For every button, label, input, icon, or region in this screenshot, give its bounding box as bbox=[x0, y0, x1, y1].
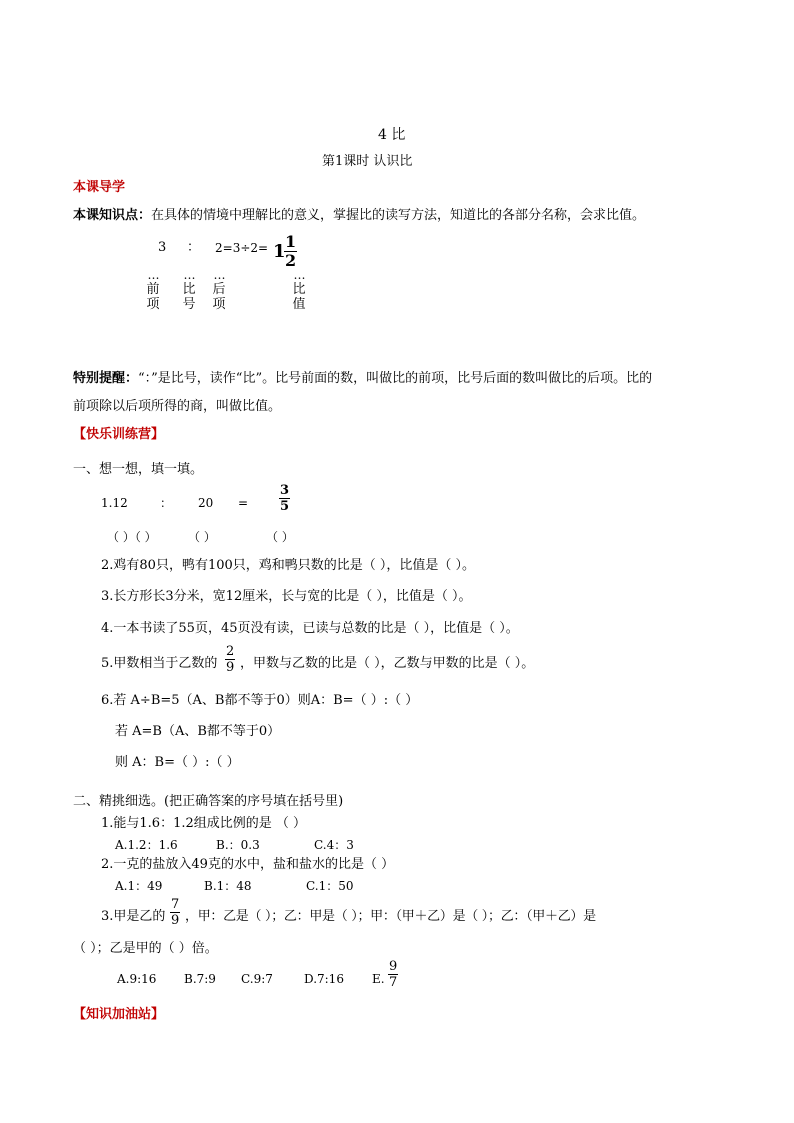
s1-q5-post: ，甲数与乙数的比是（ ），乙数与甲数的比是（ ）。 bbox=[240, 656, 535, 671]
s1-q1-blank-2[interactable]: （ ） bbox=[188, 530, 216, 544]
station-title: 【知识加油站】 bbox=[73, 1007, 165, 1022]
s1-q3: 3.长方形长3分米，宽12厘米，长与宽的比是（ ），比值是（ ）。 bbox=[101, 589, 472, 604]
s1-q6-b: 若 A=B（A、B都不等于0） bbox=[115, 724, 281, 739]
chapter-title: 4 比 bbox=[378, 127, 406, 143]
s1-q5-fraction bbox=[225, 645, 235, 674]
section1-title: 一、想一想，填一填。 bbox=[73, 462, 204, 477]
s2-q3-opt-b: B.7:9 bbox=[184, 972, 216, 986]
s2-q1-opt-a: A.1.2：1.6 bbox=[115, 838, 178, 852]
lesson-title: 第1课时 认识比 bbox=[322, 154, 413, 169]
s2-q3-denominator: 9 bbox=[171, 913, 180, 928]
diagram-value-whole: 1 bbox=[273, 241, 286, 262]
label-char: 比 bbox=[292, 282, 306, 298]
s1-q1-colon: ： bbox=[160, 496, 173, 510]
s2-q2: 2.一克的盐放入49克的水中，盐和盐水的比是（ ） bbox=[101, 857, 395, 872]
diagram-term1: 3 bbox=[158, 240, 167, 255]
knowledge-label: 本课知识点： bbox=[73, 208, 152, 223]
s2-q3-pre: 3.甲是乙的 bbox=[101, 909, 166, 924]
camp-title: 【快乐训练营】 bbox=[73, 427, 165, 442]
s2-q3-opt-e-numerator: 9 bbox=[389, 959, 398, 974]
knowledge-text: 在具体的情境中理解比的意义，掌握比的读写方法，知道比的各部分名称，会求比值。 bbox=[151, 208, 646, 223]
s1-q1-fraction bbox=[279, 484, 290, 513]
diagram-expression: 2=3÷2= bbox=[215, 241, 269, 255]
label-ratio-sign bbox=[181, 268, 197, 313]
dots: … bbox=[293, 268, 305, 282]
label-ratio-value bbox=[291, 268, 307, 313]
s2-q1-opt-c: C.4：3 bbox=[314, 838, 354, 852]
knowledge-line bbox=[73, 208, 645, 224]
s1-q1-blank-3[interactable]: （ ） bbox=[266, 530, 294, 544]
diagram-colon: ： bbox=[187, 240, 201, 255]
s1-q1-b: 20 bbox=[198, 496, 214, 510]
s1-q1-a: 1.12 bbox=[101, 496, 128, 510]
s1-q1-eq: = bbox=[238, 496, 249, 510]
s1-q2: 2.鸡有80只，鸭有100只，鸡和鸭只数的比是（ ），比值是（ ）。 bbox=[101, 558, 476, 573]
label-char: 比 bbox=[182, 282, 196, 298]
reminder-label: 特别提醒： bbox=[73, 371, 139, 386]
s2-q2-opt-a: A.1：49 bbox=[115, 879, 163, 893]
diagram-value-numerator: 1 bbox=[285, 232, 297, 251]
s1-q1-blank-1[interactable]: （ ）（ ） bbox=[107, 530, 157, 544]
s2-q2-opt-c: C.1：50 bbox=[306, 879, 354, 893]
label-char: 项 bbox=[146, 297, 160, 313]
s1-q6-c: 则 A：B=（ ）:（ ） bbox=[115, 755, 240, 770]
label-char: 号 bbox=[182, 297, 196, 313]
s1-q5-numerator: 2 bbox=[226, 644, 235, 659]
dots: … bbox=[183, 268, 195, 282]
s1-q5-pre: 5.甲数相当于乙数的 bbox=[101, 656, 218, 671]
label-front-term bbox=[145, 268, 161, 313]
s1-q1-denominator: 5 bbox=[280, 499, 290, 514]
s2-q2-opt-b: B.1：48 bbox=[204, 879, 252, 893]
s2-q3-post: ，甲：乙是（ ）；乙：甲是（ ）；甲：（甲＋乙）是（ ）；乙：（甲＋乙）是 bbox=[185, 909, 596, 924]
s1-q5-denominator: 9 bbox=[226, 660, 235, 675]
reminder-text-2: 前项除以后项所得的商，叫做比值。 bbox=[73, 399, 282, 414]
diagram-value-fraction bbox=[284, 234, 297, 269]
s2-q3-line2: （ ）；乙是甲的（ ）倍。 bbox=[73, 941, 218, 956]
label-char: 前 bbox=[146, 282, 160, 298]
s2-q3-opt-d: D.7:16 bbox=[304, 972, 344, 986]
label-back-term bbox=[211, 268, 227, 313]
s1-q6-a: 6.若 A÷B=5（A、B都不等于0）则A：B=（ ）:（ ） bbox=[101, 693, 419, 708]
diagram-value-denominator: 2 bbox=[285, 251, 297, 270]
s1-q4: 4.一本书读了55页，45页没有读，已读与总数的比是（ ），比值是（ ）。 bbox=[101, 621, 519, 636]
s2-q3-opt-e: E. bbox=[372, 972, 385, 986]
s2-q3-opt-a: A.9:16 bbox=[117, 972, 157, 986]
guide-title: 本课导学 bbox=[73, 180, 126, 195]
dots: … bbox=[213, 268, 225, 282]
s2-q3-opt-c: C.9:7 bbox=[241, 972, 273, 986]
s2-q3-opt-e-fraction bbox=[388, 960, 398, 989]
s2-q1-opt-b: B.：0.3 bbox=[216, 838, 260, 852]
s2-q3-opt-e-denominator: 7 bbox=[389, 975, 398, 990]
label-char: 后 bbox=[212, 282, 226, 298]
reminder-text-1: “：”是比号，读作“比”。比号前面的数，叫做比的前项，比号后面的数叫做比的后项。比的 bbox=[138, 371, 653, 386]
label-char: 值 bbox=[292, 297, 306, 313]
reminder-line1 bbox=[73, 371, 652, 387]
label-char: 项 bbox=[212, 297, 226, 313]
s2-q3-numerator: 7 bbox=[171, 897, 180, 912]
section2-title: 二、精挑细选。(把正确答案的序号填在括号里) bbox=[73, 794, 344, 809]
s2-q1: 1.能与1.6：1.2组成比例的是 （ ） bbox=[101, 816, 307, 831]
s2-q3-fraction bbox=[170, 898, 180, 927]
s1-q1-numerator: 3 bbox=[280, 483, 290, 498]
dots: … bbox=[147, 268, 159, 282]
